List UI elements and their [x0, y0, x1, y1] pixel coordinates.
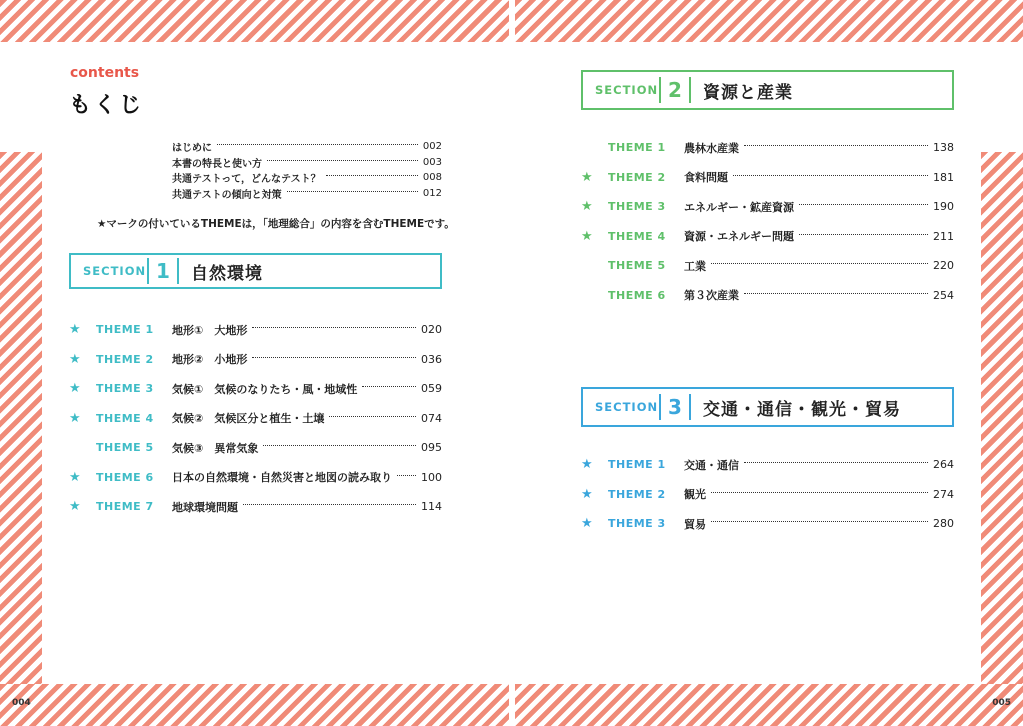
section-title: 自然環境 [191, 263, 263, 284]
dot-leader [217, 144, 418, 145]
section-label: SECTION [83, 264, 147, 278]
theme-page: 274 [933, 487, 954, 501]
star-icon: ★ [69, 322, 81, 338]
theme-row[interactable] [69, 492, 442, 522]
section-number: 1 [156, 259, 170, 283]
theme-page: 095 [421, 441, 442, 455]
theme-page: 254 [933, 288, 954, 302]
dot-leader [397, 475, 416, 476]
theme-name: 交通・通信 [684, 458, 739, 472]
theme-label: THEME 1 [608, 141, 666, 155]
theme-page: 036 [421, 352, 442, 366]
dot-leader [711, 521, 928, 522]
theme-page: 100 [421, 470, 442, 484]
intro-item[interactable] [172, 139, 442, 155]
stripe-border-left [0, 152, 42, 726]
star-icon: ★ [581, 169, 593, 185]
section-number: 3 [668, 395, 682, 419]
intro-item-label: 本書の特長と使い方 [172, 158, 262, 170]
theme-name: 地形② 小地形 [172, 353, 248, 367]
theme-name: エネルギー・鉱産資源 [684, 200, 794, 214]
section-2-header[interactable] [581, 70, 954, 110]
page-number-right: 005 [992, 698, 1011, 708]
dot-leader [744, 145, 928, 146]
star-icon: ★ [69, 469, 81, 485]
section-title: 資源と産業 [703, 82, 793, 103]
theme-row[interactable] [69, 345, 442, 375]
theme-row[interactable] [581, 450, 954, 480]
dot-leader [326, 175, 418, 176]
intro-item-page: 008 [422, 172, 442, 184]
theme-name: 第３次産業 [684, 289, 739, 303]
theme-row[interactable] [69, 404, 442, 434]
section-title: 交通・通信・観光・貿易 [703, 399, 901, 420]
theme-label: THEME 3 [608, 517, 666, 531]
theme-label: THEME 7 [96, 500, 154, 514]
theme-label: THEME 3 [96, 382, 154, 396]
theme-row[interactable] [581, 251, 954, 281]
dot-leader [263, 445, 416, 446]
intro-item[interactable] [172, 155, 442, 171]
theme-name: 気候① 気候のなりたち・風・地域性 [172, 382, 358, 396]
theme-row[interactable] [69, 315, 442, 345]
contents-label: contents [70, 65, 140, 81]
theme-name: 貿易 [684, 517, 706, 531]
theme-page: 181 [933, 170, 954, 184]
intro-item-label: はじめに [172, 143, 212, 155]
section-number: 2 [668, 78, 682, 102]
dot-leader [329, 416, 416, 417]
theme-label: THEME 4 [96, 411, 154, 425]
star-icon: ★ [69, 499, 81, 515]
theme-page: 190 [933, 200, 954, 214]
theme-name: 地球環境問題 [172, 500, 238, 514]
dot-leader [744, 293, 928, 294]
star-icon: ★ [69, 410, 81, 426]
theme-row[interactable] [581, 163, 954, 193]
section-2-themes [581, 133, 954, 310]
stripe-border-bottom-right [515, 684, 1023, 726]
stripe-border-top-left [0, 0, 509, 42]
theme-row[interactable] [581, 192, 954, 222]
star-icon: ★ [69, 351, 81, 367]
theme-label: THEME 6 [608, 288, 666, 302]
intro-item[interactable] [172, 186, 442, 202]
theme-name: 工業 [684, 259, 706, 273]
dot-leader [733, 175, 928, 176]
page-title: もくじ [69, 93, 145, 118]
section-label: SECTION [595, 83, 659, 97]
theme-page: 059 [421, 382, 442, 396]
dot-leader [362, 386, 416, 387]
star-icon: ★ [581, 199, 593, 215]
theme-name: 農林水産業 [684, 141, 739, 155]
theme-label: THEME 4 [608, 229, 666, 243]
page-number-left: 004 [12, 698, 31, 708]
star-icon: ★ [581, 228, 593, 244]
theme-page: 264 [933, 458, 954, 472]
theme-row[interactable] [69, 374, 442, 404]
theme-page: 211 [933, 229, 954, 243]
intro-list [172, 139, 442, 201]
theme-name: 日本の自然環境・自然災害と地図の読み取り [172, 471, 392, 485]
theme-row[interactable] [69, 463, 442, 493]
star-icon: ★ [581, 486, 593, 502]
page-spine [509, 0, 515, 726]
theme-row[interactable] [581, 281, 954, 311]
theme-name: 観光 [684, 488, 706, 502]
star-icon: ★ [581, 457, 593, 473]
star-icon: ★ [581, 516, 593, 532]
dot-leader [252, 357, 416, 358]
theme-page: 020 [421, 323, 442, 337]
dot-leader [711, 492, 928, 493]
dot-leader [799, 234, 928, 235]
dot-leader [287, 191, 418, 192]
theme-label: THEME 2 [96, 352, 154, 366]
dot-leader [243, 504, 416, 505]
section-label: SECTION [595, 400, 659, 414]
theme-label: THEME 1 [608, 458, 666, 472]
theme-label: THEME 2 [608, 170, 666, 184]
theme-page: 280 [933, 517, 954, 531]
intro-item-page: 012 [422, 187, 442, 199]
intro-item-page: 003 [422, 156, 442, 168]
theme-row[interactable] [581, 133, 954, 163]
intro-item-label: 共通テストって，どんなテスト？ [172, 174, 321, 186]
section-1-themes [69, 315, 442, 522]
theme-name: 地形① 大地形 [172, 323, 248, 337]
theme-page: 114 [421, 500, 442, 514]
theme-name: 資源・エネルギー問題 [684, 230, 794, 244]
star-note: ★マークの付いているTHEMEは，「地理総合」の内容を含むTHEMEです。 [97, 218, 455, 230]
stripe-border-right [981, 152, 1023, 726]
theme-label: THEME 3 [608, 200, 666, 214]
dot-leader [799, 204, 928, 205]
theme-label: THEME 6 [96, 470, 154, 484]
theme-label: THEME 5 [608, 259, 666, 273]
dot-leader [252, 327, 416, 328]
theme-page: 220 [933, 259, 954, 273]
theme-page: 074 [421, 411, 442, 425]
theme-name: 気候② 気候区分と植生・土壌 [172, 412, 325, 426]
intro-item[interactable] [172, 170, 442, 186]
dot-leader [711, 263, 928, 264]
stripe-border-bottom-left [0, 684, 509, 726]
dot-leader [744, 462, 928, 463]
section-3-header[interactable] [581, 387, 954, 427]
star-icon: ★ [69, 381, 81, 397]
theme-name: 食料問題 [684, 171, 728, 185]
theme-row[interactable] [69, 433, 442, 463]
intro-item-label: 共通テストの傾向と対策 [172, 189, 282, 201]
section-3-themes [581, 450, 954, 539]
theme-name: 気候③ 異常気象 [172, 441, 259, 455]
theme-row[interactable] [581, 480, 954, 510]
intro-item-page: 002 [422, 141, 442, 153]
theme-label: THEME 2 [608, 487, 666, 501]
stripe-border-top-right [515, 0, 1023, 42]
dot-leader [267, 160, 418, 161]
theme-label: THEME 5 [96, 441, 154, 455]
theme-label: THEME 1 [96, 323, 154, 337]
theme-row[interactable] [581, 222, 954, 252]
theme-row[interactable] [581, 509, 954, 539]
theme-page: 138 [933, 141, 954, 155]
section-1-header[interactable] [69, 253, 442, 289]
